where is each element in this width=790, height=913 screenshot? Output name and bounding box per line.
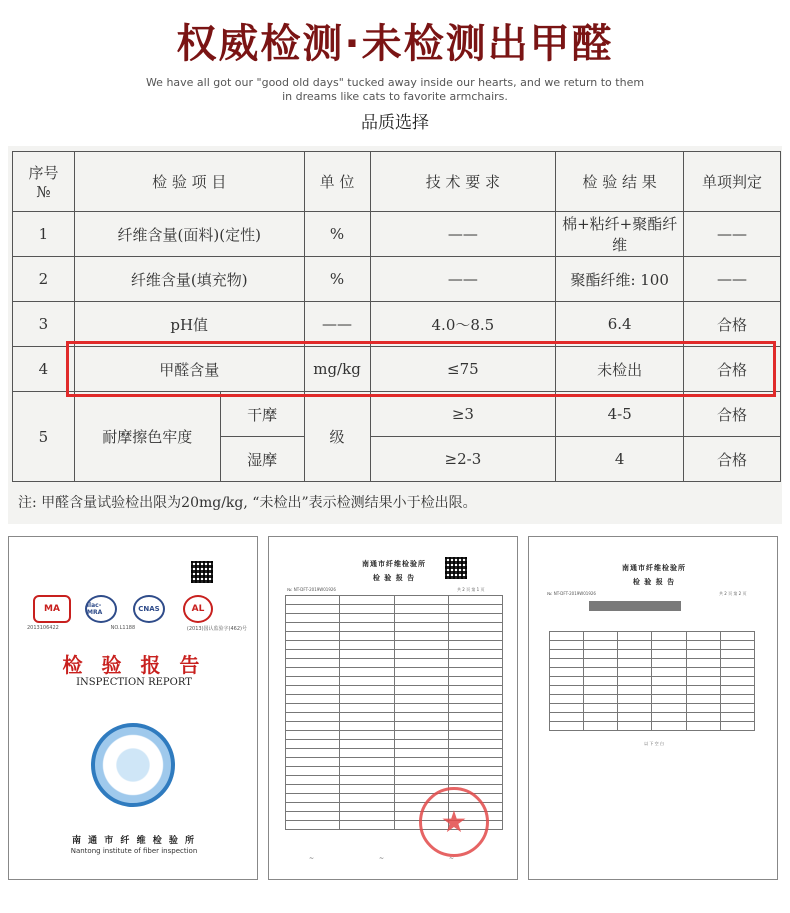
certification-logos (33, 595, 233, 623)
doc3-report-no: №: NT-DFT-2019W01926 (547, 591, 596, 596)
table-row (13, 257, 781, 302)
table-note: 注: 甲醛含量试验检出限为20mg/kg, “未检出”表示检测结果小于检出限。 (18, 495, 477, 511)
header-result: 检 验 结 果 (556, 152, 684, 212)
cell-item: 纤维含量(填充物) (74, 257, 304, 302)
cell-item: pH值 (74, 302, 304, 347)
institute-name: 南 通 市 纤 维 检 验 所 (72, 836, 196, 846)
cell-judgement: 合格 (684, 437, 781, 482)
signature-1: ~ (309, 855, 315, 862)
cell-judgement: —— (684, 257, 781, 302)
cell-unit: 级 (304, 392, 370, 482)
table-row (13, 392, 781, 437)
cell-unit: % (304, 212, 370, 257)
formaldehyde-highlight-box (66, 341, 776, 397)
doc2-page: 共 2 页 第 1 页 (457, 587, 485, 592)
cell-no: 5 (13, 392, 75, 482)
cell-requirement: —— (370, 257, 556, 302)
doc2-report-no: №: NT-DFT-2019W01926 (287, 587, 336, 592)
cell-no: 3 (13, 302, 75, 347)
signature-2: ~ (379, 855, 385, 862)
cell-result: 4-5 (556, 392, 684, 437)
header-no: 序号 № (13, 152, 75, 212)
qr-code-icon (191, 561, 213, 583)
cell-result: 未检出 (556, 347, 684, 392)
doc3-title: 检 验 报 告 (632, 578, 676, 586)
table-row (13, 212, 781, 257)
signature-3: ~ (449, 855, 455, 862)
report-page-2-image (528, 536, 778, 880)
cell-requirement: 4.0～8.5 (370, 302, 556, 347)
subtitle-line-2: in dreams like cats to favorite armchairs. (282, 90, 508, 103)
cma-logo: MA (33, 595, 71, 623)
cma-id: 2013106422 (27, 625, 59, 631)
sample-image-strip (589, 601, 681, 611)
page-subtitle (0, 76, 790, 104)
section-label: 品质选择 (361, 113, 429, 133)
doc3-head: 南通市纤维检验所 (622, 564, 686, 572)
subtitle-line-1: We have all got our "good old days" tucked away inside our hearts, and we return to them (145, 76, 645, 89)
cnas-id: NO.L1188 (110, 625, 136, 631)
report-cover-image (8, 536, 258, 880)
cell-result: 4 (556, 437, 684, 482)
red-seal-icon: ★ (419, 787, 489, 857)
header-item: 检 验 项 目 (74, 152, 304, 212)
cell-no: 1 (13, 212, 75, 257)
institute-name-en: Nantong institute of fiber inspection (70, 847, 198, 855)
cell-no: 4 (13, 347, 75, 392)
cal-logo: AL (183, 595, 213, 623)
report-page-1-image (268, 536, 518, 880)
cell-subitem-dry: 干摩 (220, 392, 304, 437)
header-requirement: 技 术 要 求 (370, 152, 556, 212)
cell-requirement: ≥2-3 (370, 437, 556, 482)
cell-item: 耐摩擦色牢度 (74, 392, 220, 482)
cnas-logo: CNAS (133, 595, 165, 623)
cal-id: (2013)国认监验字(462)号 (186, 626, 247, 632)
cell-requirement: ≤75 (370, 347, 556, 392)
cell-unit: mg/kg (304, 347, 370, 392)
report-table (12, 151, 781, 482)
cell-result: 6.4 (556, 302, 684, 347)
cell-unit: % (304, 257, 370, 302)
cell-requirement: —— (370, 212, 556, 257)
cell-no: 2 (13, 257, 75, 302)
cover-subtitle: INSPECTION REPORT (76, 677, 192, 688)
header-unit: 单 位 (304, 152, 370, 212)
ilac-mra-logo: ilac-MRA (85, 595, 117, 623)
doc2-head: 南通市纤维检验所 (362, 560, 426, 568)
institute-seal-icon (91, 723, 175, 807)
cell-unit: —— (304, 302, 370, 347)
doc2-title: 检 验 报 告 (372, 574, 416, 582)
table-header-row (13, 152, 781, 212)
doc3-footer: 以 下 空 白 (644, 741, 664, 746)
cell-judgement: 合格 (684, 392, 781, 437)
cell-result: 聚酯纤维: 100 (556, 257, 684, 302)
doc3-page: 共 2 页 第 2 页 (719, 591, 747, 596)
cell-judgement: 合格 (684, 302, 781, 347)
certification-ids (27, 625, 247, 632)
qr-code-icon (445, 557, 467, 579)
cell-subitem-wet: 湿摩 (220, 437, 304, 482)
cell-requirement: ≥3 (370, 392, 556, 437)
cell-item: 纤维含量(面料)(定性) (74, 212, 304, 257)
doc3-result-table (549, 631, 755, 731)
table-row (13, 302, 781, 347)
cover-title: 检 验 报 告 (62, 653, 206, 677)
report-table-photo (8, 146, 782, 524)
cell-result: 棉+粘纤+聚酯纤维 (556, 212, 684, 257)
header-judgement: 单项判定 (684, 152, 781, 212)
page-title: 权威检测·未检测出甲醛 (176, 21, 614, 67)
cell-item: 甲醛含量 (74, 347, 304, 392)
cell-judgement: 合格 (684, 347, 781, 392)
cell-judgement: —— (684, 212, 781, 257)
